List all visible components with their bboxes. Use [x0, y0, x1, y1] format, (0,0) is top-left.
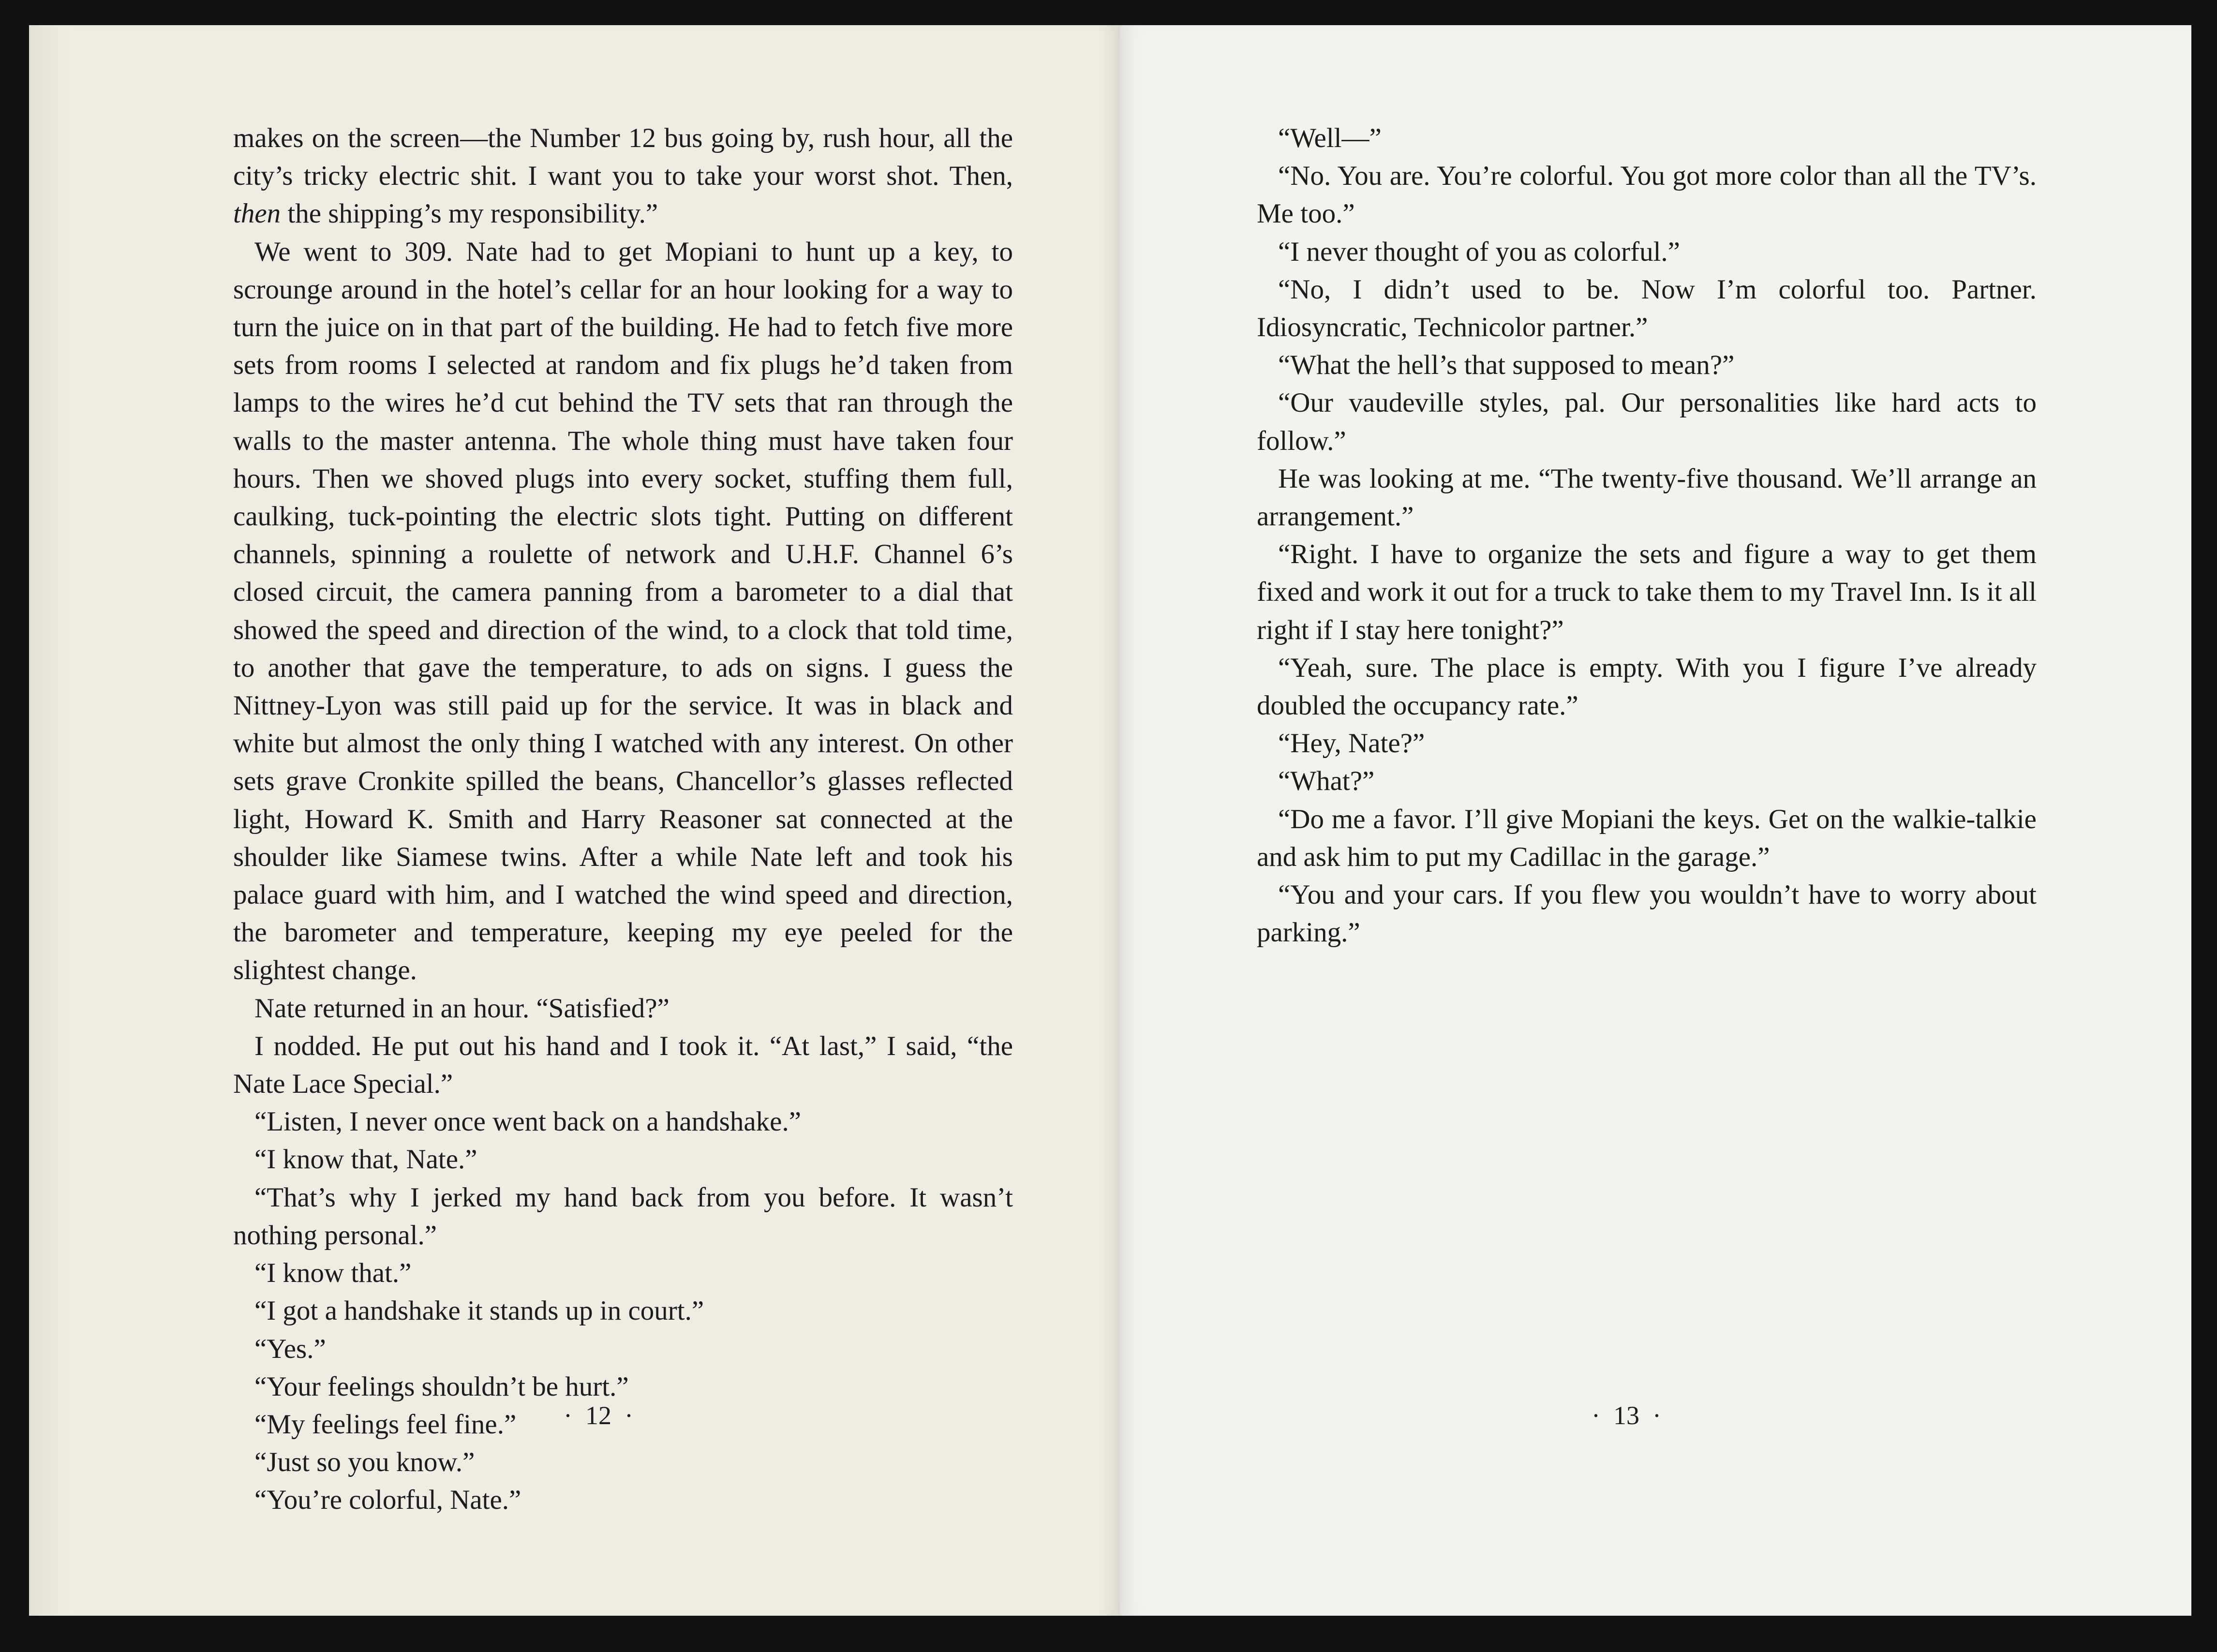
italic-text: then	[233, 198, 281, 229]
paragraph	[1257, 157, 2037, 233]
paragraph	[1257, 762, 2037, 800]
paragraph	[233, 1027, 1013, 1103]
text-segment: “I never thought of you as colorful.”	[1278, 236, 1680, 267]
paragraph	[1257, 876, 2037, 952]
paragraph	[1257, 801, 2037, 876]
text-segment: “Just so you know.”	[254, 1447, 475, 1478]
paragraph	[233, 1103, 1013, 1141]
paragraph	[233, 1179, 1013, 1254]
text-segment: “I got a handshake it stands up in court.”	[254, 1295, 704, 1326]
page-number-left: · 12 ·	[564, 1401, 633, 1430]
paragraph	[233, 233, 1013, 990]
paragraph	[233, 1292, 1013, 1330]
paragraph	[1257, 536, 2037, 649]
paragraph	[1257, 649, 2037, 725]
paragraph	[1257, 725, 2037, 762]
text-segment: “Right. I have to organize the sets and figure a way to get them fixed and work it out for a truck to take them to my Travel Inn. Is it all right if I stay here tonight?”	[1257, 539, 2037, 645]
text-segment: “Your feelings shouldn’t be hurt.”	[254, 1371, 629, 1402]
text-segment: “Do me a favor. I’ll give Mopiani the keys. Get on the walkie-talkie and ask him to put my Cadillac in the garage.”	[1257, 804, 2037, 872]
text-segment: Nate returned in an hour. “Satisfied?”	[254, 993, 670, 1024]
paragraph	[1257, 346, 2037, 384]
paragraph	[1257, 119, 2037, 157]
text-segment: “That’s why I jerked my hand back from you before. It wasn’t nothing personal.”	[233, 1182, 1013, 1250]
text-segment: “Yeah, sure. The place is empty. With you I figure I’ve already doubled the occupancy rate.”	[1257, 652, 2037, 721]
paragraph	[233, 1254, 1013, 1292]
text-segment: We went to 309. Nate had to get Mopiani to hunt up a key, to scrounge around in the hotel’s cellar for an hour looking for a way to turn the juice on in that part of the building. He had to fetch five more sets from rooms I selected at random and fix plugs he’d taken from lamps to the wires he’d cut behind the TV sets that ran through the walls to the master antenna. The whole thing must have taken four hours. Then we shoved plugs into every socket, stuffing them full, caulking, tuck-pointing the electric slots tight. Putting on different channels, spinning a roulette of network and U.H.F. Channel 6’s closed circuit, the camera panning from a barometer to a dial that showed the speed and direction of the wind, to a clock that told time, to another that gave the temperature, to ads on signs. I guess the Nittney-Lyon was still paid up for the service. It was in black and white but almost the only thing I watched with any interest. On other sets grave Cronkite spilled the beans, Chancellor’s glasses reflected light, Howard K. Smith and Harry Reasoner sat connected at the shoulder like Siamese twins. After a while Nate left and took his palace guard with him, and I watched the wind speed and direction, the barometer and temperature, keeping my eye peeled for the slightest change.	[233, 236, 1013, 986]
text-segment: “What the hell’s that supposed to mean?”	[1278, 350, 1735, 381]
text-segment: “No. You are. You’re colorful. You got more color than all the TV’s. Me too.”	[1257, 161, 2037, 229]
paragraph	[233, 1481, 1013, 1519]
text-segment: “No, I didn’t used to be. Now I’m colorful too. Partner. Idiosyncratic, Technicolor partner.”	[1257, 274, 2037, 343]
page-number-right: · 13 ·	[1592, 1401, 1661, 1430]
text-segment: “What?”	[1278, 766, 1375, 797]
paragraph	[1257, 271, 2037, 346]
text-segment: “You and your cars. If you flew you wouldn’t have to worry about parking.”	[1257, 879, 2037, 948]
paragraph	[233, 1141, 1013, 1178]
paragraph	[233, 1330, 1013, 1368]
text-segment: “Listen, I never once went back on a handshake.”	[254, 1106, 802, 1137]
text-segment: “Our vaudeville styles, pal. Our personalities like hard acts to follow.”	[1257, 387, 2037, 456]
paragraph	[233, 990, 1013, 1027]
paragraph	[1257, 460, 2037, 536]
paragraph	[1257, 233, 2037, 271]
text-segment: “My feelings feel fine.”	[254, 1409, 517, 1440]
text-segment: I nodded. He put out his hand and I took it. “At last,” I said, “the Nate Lace Special.”	[233, 1030, 1013, 1100]
left-page-edge	[29, 25, 73, 1616]
text-segment: “Well—”	[1278, 123, 1382, 153]
text-segment: “Hey, Nate?”	[1278, 728, 1425, 759]
paragraph	[1257, 384, 2037, 460]
right-page-text	[1257, 119, 2037, 952]
text-segment: “I know that, Nate.”	[254, 1144, 477, 1175]
text-segment: makes on the screen—the Number 12 bus going by, rush hour, all the city’s tricky electric shit. I want you to take your worst shot. Then,	[233, 123, 1013, 192]
left-page-text	[233, 119, 1013, 1519]
paragraph	[233, 119, 1013, 233]
text-segment: “I know that.”	[254, 1258, 412, 1289]
paragraph	[233, 1444, 1013, 1481]
text-segment: He was looking at me. “The twenty-five thousand. We’ll arrange an arrangement.”	[1257, 463, 2037, 532]
text-segment: the shipping’s my responsibility.”	[281, 198, 658, 229]
text-segment: “Yes.”	[254, 1333, 326, 1364]
text-segment: “You’re colorful, Nate.”	[254, 1485, 521, 1516]
